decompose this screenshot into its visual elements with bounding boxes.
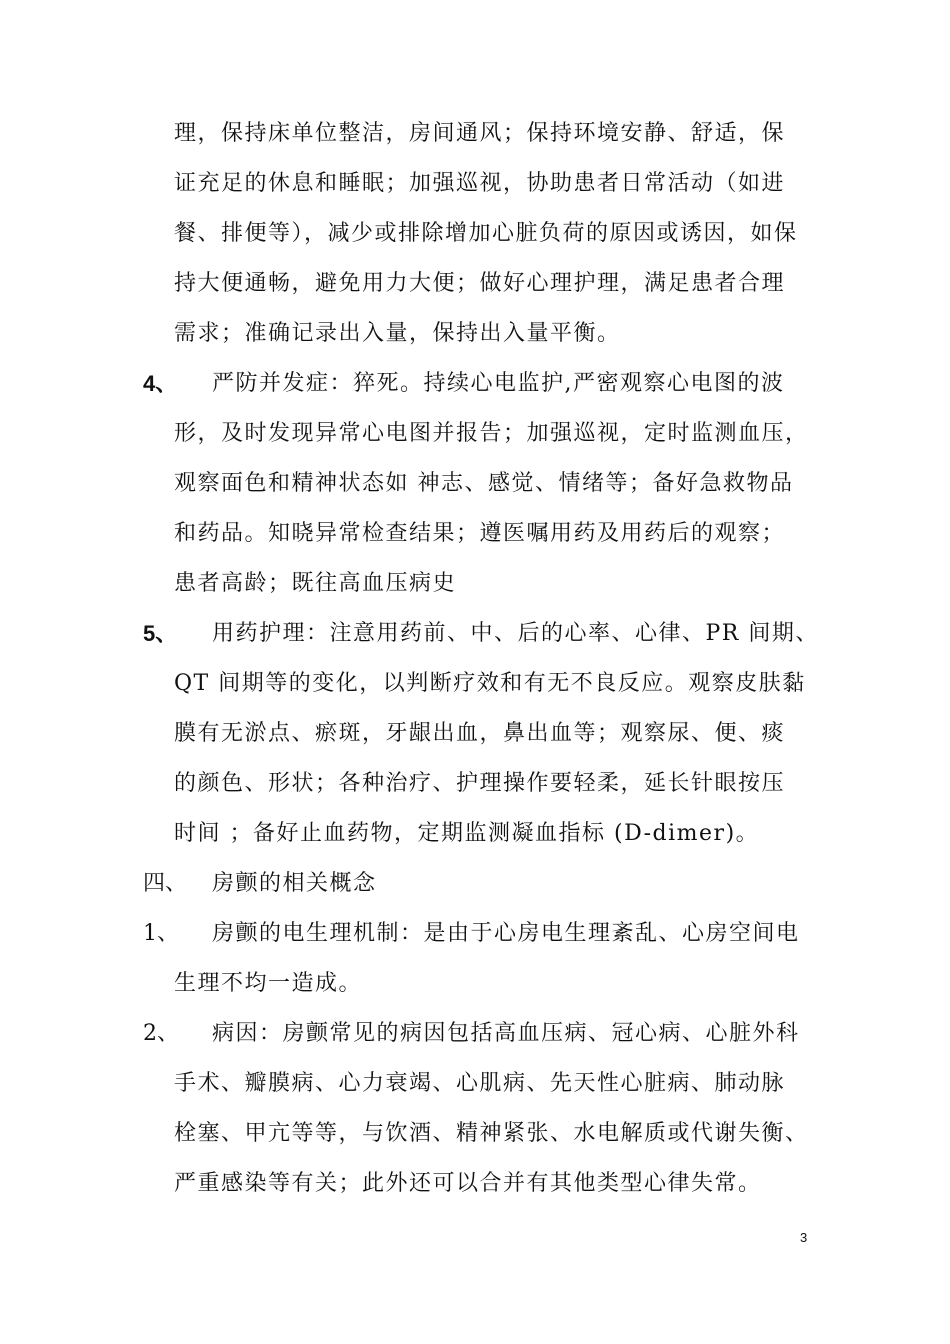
list-marker: 2、 xyxy=(143,1021,179,1046)
text-line: 餐、排便等），减少或排除增加心脏负荷的原因或诱因，如保 xyxy=(174,221,798,246)
text-line: 理，保持床单位整洁，房间通风；保持环境安静、舒适，保 xyxy=(174,121,786,146)
text-line: 病因：房颤常见的病因包括高血压病、冠心病、心脏外科 xyxy=(212,1021,800,1046)
text-line: 的颜色、形状；各种治疗、护理操作要轻柔，延长针眼按压 xyxy=(174,771,786,796)
text-line: 和药品。知晓异常检查结果；遵医嘱用药及用药后的观察； xyxy=(174,521,786,546)
section-marker: 四、 xyxy=(143,871,188,896)
list-marker: 5、 xyxy=(143,621,178,646)
text-line: 观察面色和精神状态如 神志、感觉、情绪等；备好急救物品 xyxy=(174,471,794,496)
text-line: 用药护理：注意用药前、中、后的心率、心律、PR 间期、 xyxy=(212,621,819,646)
text-line: 形，及时发现异常心电图并报告；加强巡视，定时监测血压， xyxy=(174,421,809,446)
text-line: 需求；准确记录出入量，保持出入量平衡。 xyxy=(174,321,621,346)
text-line: QT 间期等的变化，以判断疗效和有无不良反应。观察皮肤黏 xyxy=(174,671,806,696)
text-line: 手术、瓣膜病、心力衰竭、心肌病、先天性心脏病、肺动脉 xyxy=(174,1071,786,1096)
text-line: 栓塞、甲亢等等，与饮酒、精神紧张、水电解质或代谢失衡、 xyxy=(174,1121,809,1146)
text-line: 患者高龄；既往高血压病史 xyxy=(174,571,457,596)
text-line: 持大便通畅，避免用力大便；做好心理护理，满足患者合理 xyxy=(174,271,786,296)
text-line: 证充足的休息和睡眠；加强巡视，协助患者日常活动（如进 xyxy=(174,171,786,196)
text-line: 严重感染等有关；此外还可以合并有其他类型心律失常。 xyxy=(174,1171,762,1196)
text-line: 房颤的电生理机制：是由于心房电生理紊乱、心房空间电 xyxy=(212,921,800,946)
text-line: 生理不均一造成。 xyxy=(174,971,363,996)
page-number: 3 xyxy=(800,1230,808,1245)
text-line: 严防并发症：猝死。持续心电监护,严密观察心电图的波 xyxy=(212,371,785,396)
section-title: 房颤的相关概念 xyxy=(212,871,377,896)
list-marker: 1、 xyxy=(143,921,179,946)
text-line: 膜有无淤点、瘀斑，牙龈出血，鼻出血等；观察尿、便、痰 xyxy=(174,721,786,746)
text-line: 时间 ；备好止血药物，定期监测凝血指标 (D-dimer)。 xyxy=(174,821,760,846)
list-marker: 4、 xyxy=(143,371,178,396)
